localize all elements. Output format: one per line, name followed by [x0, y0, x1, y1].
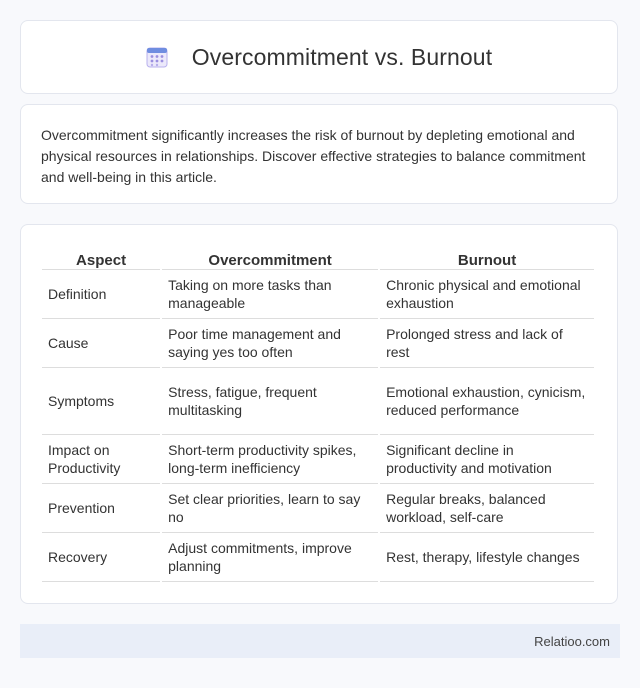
cell-overcommitment: Adjust commitments, improve planning — [162, 533, 378, 582]
footer-brand[interactable]: Relatioo.com — [534, 633, 610, 649]
table-row — [42, 270, 594, 319]
intro-paragraph: Overcommitment significantly increases the risk of burnout by depleting emotional and physical resources in relationships. Discover effective strategies to balance commitment and well-being in this article. — [41, 127, 586, 185]
footer-bar — [20, 624, 620, 658]
cell-aspect: Cause — [42, 319, 160, 368]
comparison-table-card — [20, 224, 618, 604]
cell-burnout: Emotional exhaustion, cynicism, reduced performance — [380, 368, 594, 435]
table-row — [42, 319, 594, 368]
title-card — [20, 20, 618, 94]
cell-aspect: Recovery — [42, 533, 160, 582]
cell-overcommitment: Set clear priorities, learn to say no — [162, 484, 378, 533]
page-title: Overcommitment vs. Burnout — [191, 43, 493, 70]
cell-burnout: Regular breaks, balanced workload, self-care — [380, 484, 594, 533]
calendar-icon — [146, 46, 168, 68]
table-row — [42, 484, 594, 533]
cell-overcommitment: Poor time management and saying yes too often — [162, 319, 378, 368]
cell-burnout: Rest, therapy, lifestyle changes — [380, 533, 594, 582]
comparison-table — [40, 245, 596, 582]
cell-overcommitment: Stress, fatigue, frequent multitasking — [162, 368, 378, 435]
cell-aspect: Definition — [42, 270, 160, 319]
cell-overcommitment: Short-term productivity spikes, long-term inefficiency — [162, 435, 378, 484]
cell-burnout: Significant decline in productivity and motivation — [380, 435, 594, 484]
table-header-row — [42, 245, 594, 270]
cell-overcommitment: Taking on more tasks than manageable — [162, 270, 378, 319]
intro-card — [20, 104, 618, 204]
cell-aspect: Symptoms — [42, 368, 160, 435]
table-row — [42, 435, 594, 484]
cell-burnout: Prolonged stress and lack of rest — [380, 319, 594, 368]
header-burnout: Burnout — [380, 245, 594, 270]
cell-aspect: Impact on Productivity — [42, 435, 160, 484]
table-row — [42, 533, 594, 582]
cell-aspect: Prevention — [42, 484, 160, 533]
cell-burnout: Chronic physical and emotional exhaustion — [380, 270, 594, 319]
header-overcommitment: Overcommitment — [162, 245, 378, 270]
header-aspect: Aspect — [42, 245, 160, 270]
table-row — [42, 368, 594, 435]
